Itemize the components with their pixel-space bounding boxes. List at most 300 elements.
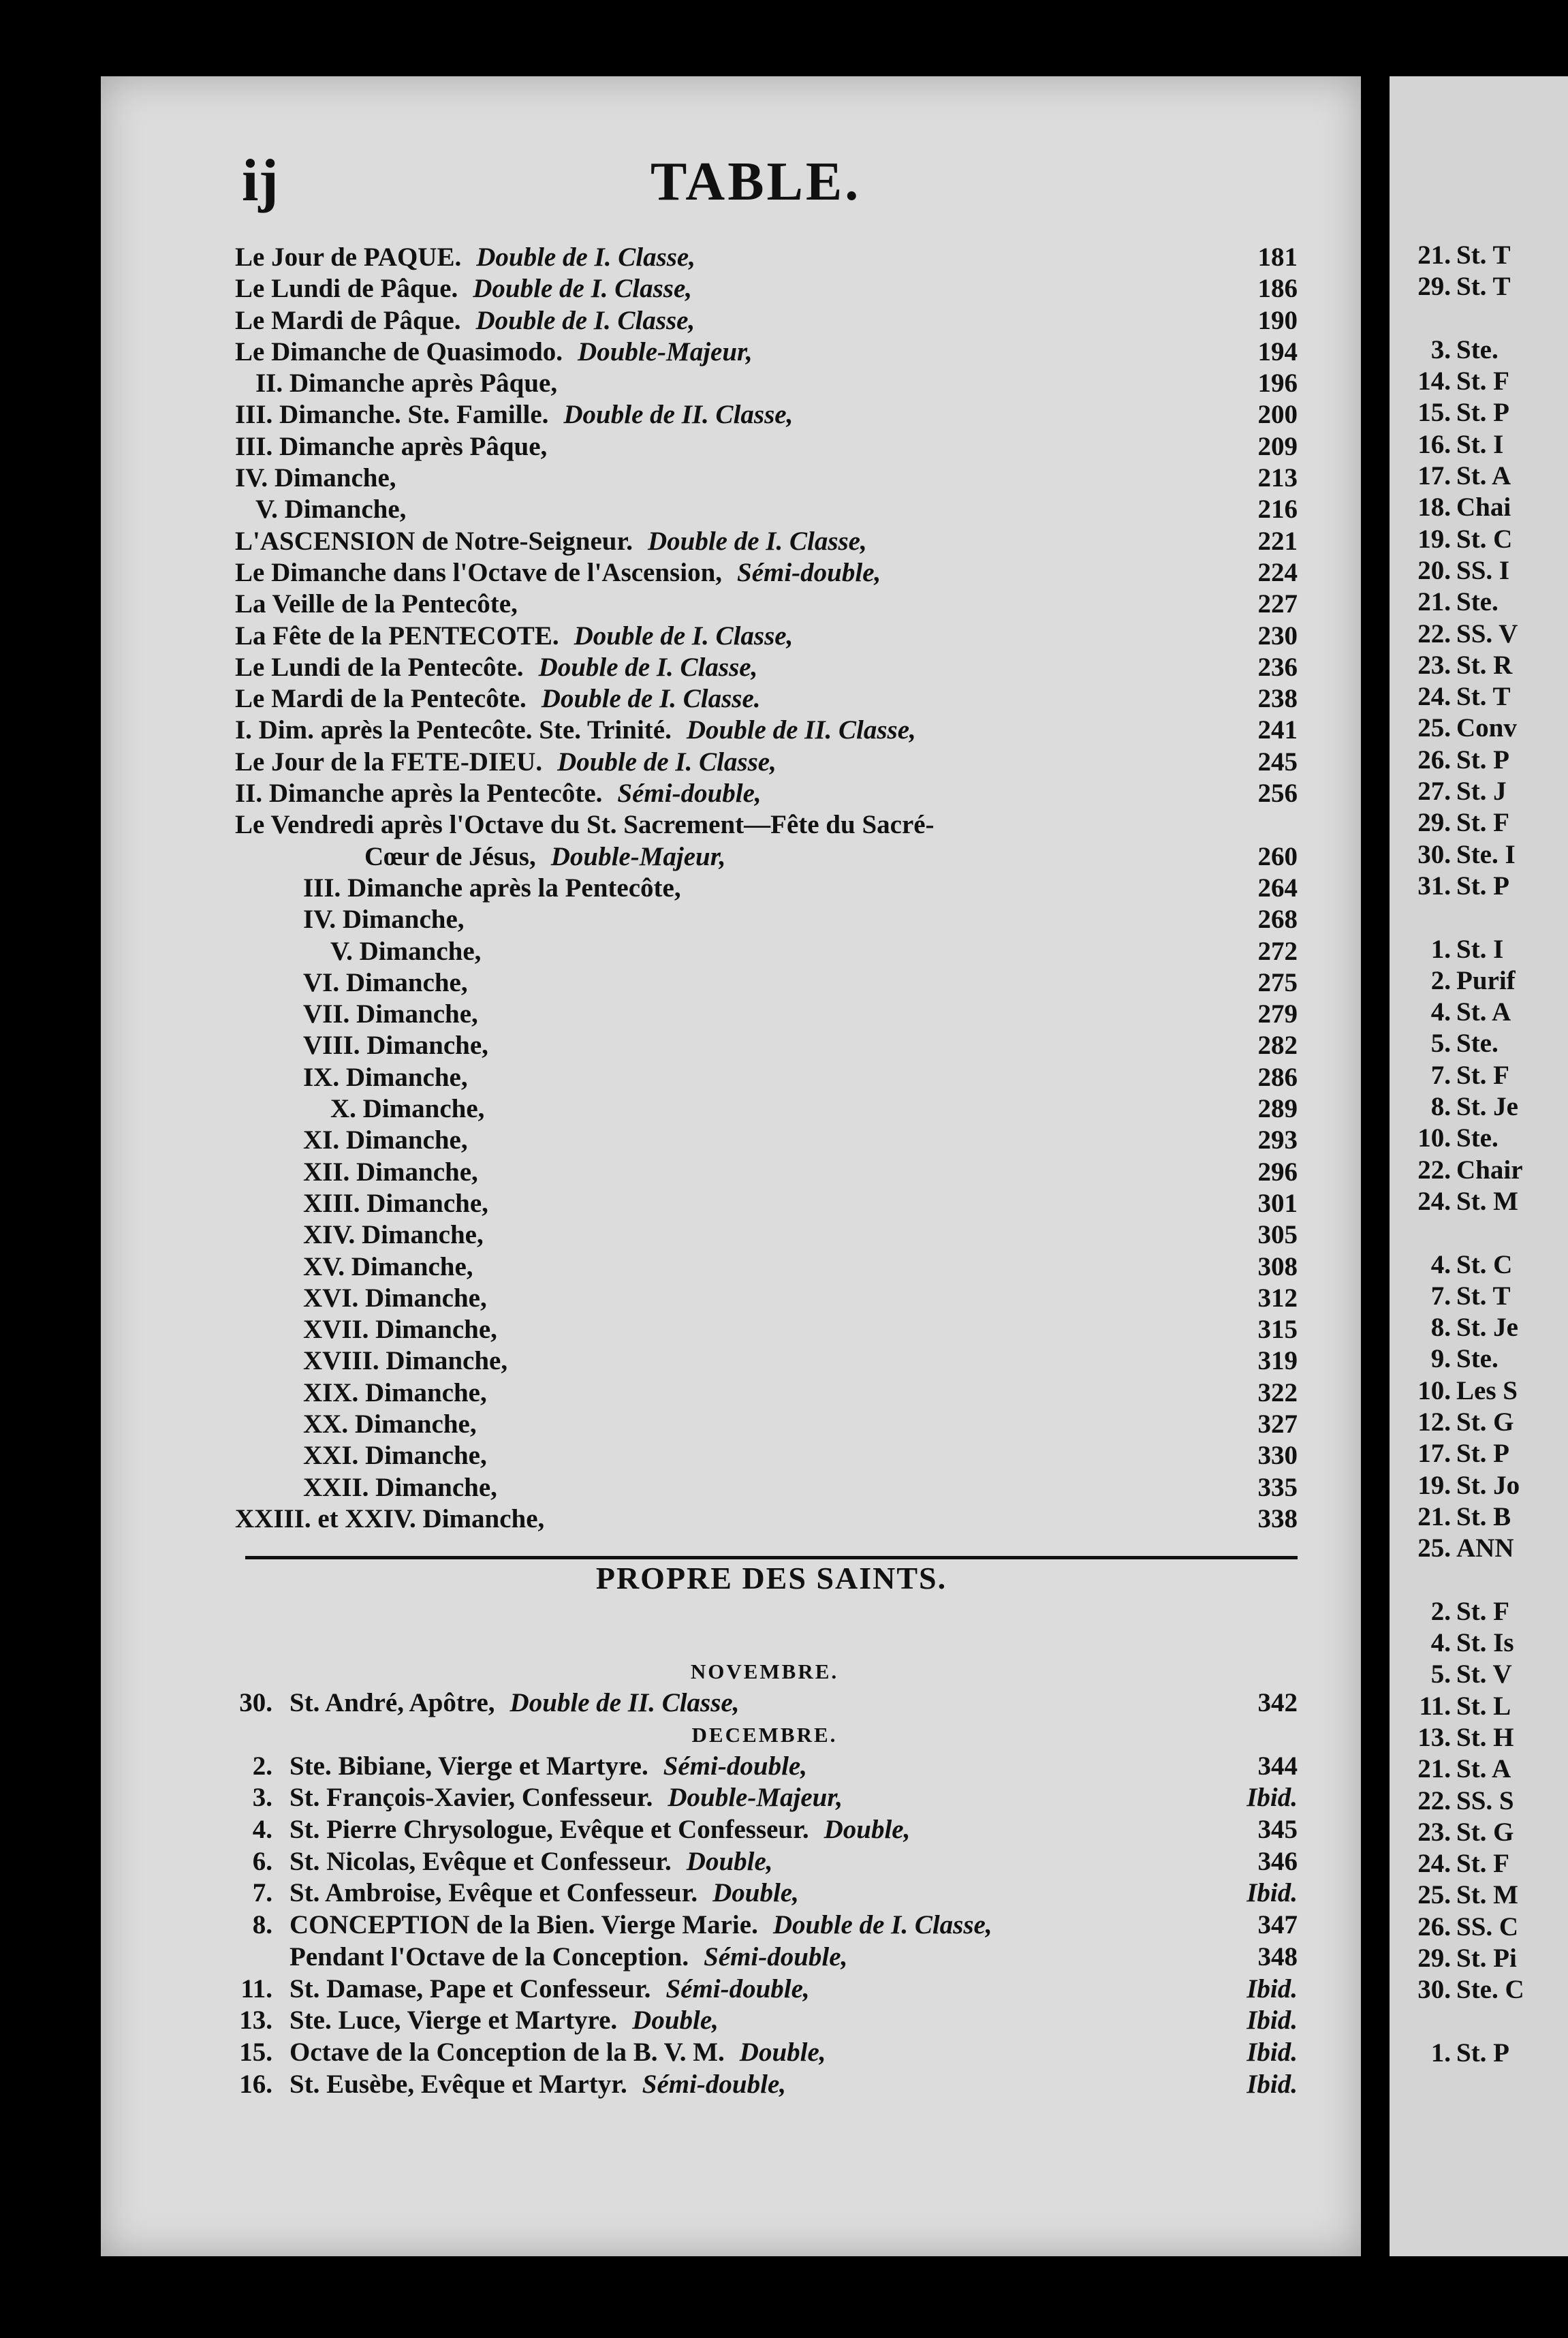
saint-day: 4. (252, 1815, 272, 1845)
right-page-text: St. F (1456, 1060, 1509, 1090)
saint-name: Ste. Bibiane, Vierge et Martyre. (289, 1751, 648, 1781)
right-page-text: St. L (1456, 1691, 1511, 1721)
toc-entry-text (235, 557, 881, 589)
right-page-day: 5. (1430, 1659, 1451, 1689)
right-page-row (1390, 1343, 1568, 1375)
toc-entry-title: XII. Dimanche, (303, 1157, 478, 1187)
right-page-day: 11. (1419, 1691, 1451, 1721)
toc-row (235, 1251, 1298, 1283)
toc-entry-text (235, 589, 518, 620)
toc-entry-rite: Double de I. Classe, (574, 621, 794, 651)
toc-row (235, 305, 1298, 337)
toc-entry-text (303, 999, 478, 1030)
toc-entry-title: IX. Dimanche, (303, 1062, 468, 1092)
right-page-day: 20. (1417, 555, 1451, 585)
toc-entry-text (235, 463, 396, 494)
toc-entry-text (235, 621, 793, 652)
right-page-text: St. A (1456, 997, 1511, 1027)
right-page-text: St. M (1456, 1186, 1518, 1216)
toc-entry-title: I. Dim. après la Pentecôte. Ste. Trinité. (235, 715, 672, 745)
toc-entry-title: II. Dimanche après la Pentecôte. (235, 779, 603, 809)
right-page-day: 9. (1430, 1344, 1451, 1374)
saint-row (232, 1751, 1298, 1783)
right-page-row (1390, 1123, 1568, 1154)
toc-row (235, 936, 1298, 967)
toc-row (235, 368, 1298, 399)
right-page-text: SS. C (1456, 1912, 1519, 1942)
saint-rite: Double, (739, 2037, 826, 2067)
toc-page-number: 296 (1257, 1157, 1298, 1187)
saint-page-number: Ibid. (1246, 1783, 1298, 1813)
month-heading: NOVEMBRE. (690, 1659, 839, 1683)
toc-page-number: 241 (1257, 715, 1298, 745)
toc-entry-text (235, 747, 777, 778)
toc-entry-title: XXI. Dimanche, (303, 1441, 487, 1471)
toc-row (235, 873, 1298, 904)
right-page-text: Conv (1456, 713, 1517, 743)
toc-entry-title: Le Mardi de Pâque. (235, 305, 461, 335)
right-page-text: Chair (1456, 1155, 1523, 1185)
toc-entry-text (235, 273, 692, 305)
toc-row (235, 273, 1298, 305)
right-page-text: Ste. I (1456, 839, 1516, 869)
toc-entry-rite: Double de I. Classe, (647, 526, 867, 556)
toc-page-number: 272 (1257, 936, 1298, 966)
right-page-row (1390, 1880, 1568, 1911)
toc-entry-title: Le Jour de la FETE-DIEU. (235, 747, 543, 777)
saint-entry-text (289, 2005, 719, 2037)
toc-entry-text (303, 1251, 473, 1283)
right-page-text: Chai (1456, 493, 1511, 523)
right-page-text: Les S (1456, 1375, 1518, 1405)
toc-page-number: 224 (1257, 557, 1298, 587)
toc-row (235, 494, 1298, 525)
saint-rite: Double, (712, 1878, 799, 1908)
saint-day: 2. (252, 1751, 272, 1781)
toc-row (235, 715, 1298, 746)
right-page-day: 3. (1430, 334, 1451, 364)
right-page-day: 1. (1430, 934, 1451, 964)
right-page-day: 18. (1417, 493, 1451, 523)
saint-page-number: 345 (1257, 1815, 1298, 1845)
right-page-row (1390, 1186, 1568, 1217)
toc-page-number: 194 (1257, 337, 1298, 367)
toc-page-number: 230 (1257, 621, 1298, 651)
toc-entry-text (303, 1157, 478, 1188)
toc-entry-title: VII. Dimanche, (303, 999, 478, 1029)
right-page-text: St. I (1456, 429, 1504, 459)
toc-entry-title: XIX. Dimanche, (303, 1377, 487, 1407)
toc-page-number: 238 (1257, 684, 1298, 714)
right-page-day: 29. (1417, 1944, 1451, 1974)
toc-entry-text (235, 399, 793, 431)
toc-entry-text (235, 1503, 544, 1535)
toc-entry-title: V. Dimanche, (255, 495, 407, 525)
toc-entry-rite: Sémi-double, (617, 779, 762, 809)
toc-row (235, 1409, 1298, 1440)
right-page-row (1390, 397, 1568, 428)
right-page-text: St. F (1456, 808, 1509, 838)
right-page-text: ANN (1456, 1533, 1514, 1563)
saint-rite: Double-Majeur, (668, 1783, 843, 1813)
right-page-row (1390, 1943, 1568, 1974)
right-page-text: St. G (1456, 1817, 1514, 1847)
right-page-text: St. P (1456, 745, 1509, 775)
toc-entry-text (235, 778, 762, 809)
right-page-day: 21. (1417, 1501, 1451, 1531)
toc-entry-title: La Veille de la Pentecôte, (235, 589, 518, 619)
right-page-row (1390, 303, 1568, 334)
right-page-row (1390, 1091, 1568, 1123)
right-page-row (1390, 1438, 1568, 1469)
toc-entry-text (235, 431, 547, 463)
saint-page-number: 346 (1257, 1846, 1298, 1876)
right-page-row (1390, 681, 1568, 713)
right-page-row (1390, 1754, 1568, 1785)
toc-row (235, 778, 1298, 809)
toc-entry-rite: Sémi-double, (737, 557, 881, 587)
saint-day: 16. (239, 2069, 272, 2099)
toc-page-number: 312 (1257, 1283, 1298, 1313)
right-page-day: 23. (1417, 650, 1451, 680)
toc-entry-text (303, 1125, 468, 1156)
saint-name: Pendant l'Octave de la Conception. (289, 1942, 689, 1971)
right-page-text: St. P (1456, 398, 1509, 428)
right-page-text: St. P (1456, 1439, 1509, 1469)
saint-page-number: Ibid. (1246, 1974, 1298, 2004)
toc-page-number: 279 (1257, 999, 1298, 1029)
toc-page-number: 286 (1257, 1062, 1298, 1092)
month-heading: DECEMBRE. (691, 1722, 838, 1747)
saint-day: 8. (252, 1910, 272, 1940)
right-page-row (1390, 1155, 1568, 1186)
right-page-row (1390, 1375, 1568, 1407)
right-page-day: 22. (1417, 619, 1451, 649)
toc-row (235, 1030, 1298, 1061)
toc-entry-text (303, 1345, 507, 1377)
toc-entry-title: XVI. Dimanche, (303, 1283, 487, 1313)
right-page-row (1390, 807, 1568, 839)
right-page-day: 12. (1417, 1407, 1451, 1437)
toc-row (235, 589, 1298, 620)
saint-entry-text (289, 1974, 810, 2006)
saint-name: St. Ambroise, Evêque et Confesseur. (289, 1878, 698, 1908)
right-page-day: 29. (1417, 272, 1451, 302)
right-page-row (1390, 429, 1568, 461)
saint-row (232, 1910, 1298, 1942)
toc-row (235, 1440, 1298, 1471)
toc-entry-title: La Fête de la PENTECOTE. (235, 621, 559, 651)
toc-entry-text (303, 904, 465, 935)
right-page-row (1390, 1596, 1568, 1627)
right-page-text: St. R (1456, 650, 1513, 680)
toc-row (235, 841, 1298, 873)
right-page-text: St. Jo (1456, 1470, 1520, 1500)
toc-row (235, 1219, 1298, 1251)
saint-entry-text (289, 1687, 739, 1719)
saint-entry-text (289, 2069, 786, 2101)
toc-page-number: 315 (1257, 1315, 1298, 1345)
toc-entry-title: XX. Dimanche, (303, 1409, 477, 1439)
right-page-text: St. P (1456, 871, 1509, 901)
right-page-day: 24. (1417, 1849, 1451, 1879)
right-page-row (1390, 1817, 1568, 1848)
toc-page-number: 322 (1257, 1377, 1298, 1407)
toc-entry-text (303, 967, 468, 999)
toc-entry-rite: Double de I. Classe. (541, 684, 761, 714)
saint-page-number: Ibid. (1246, 1878, 1298, 1908)
saint-page-number: 344 (1257, 1751, 1298, 1781)
right-page-text: St. B (1456, 1501, 1511, 1531)
toc-entry-text (235, 683, 761, 715)
right-page-day: 15. (1417, 398, 1451, 428)
toc-entry-text (303, 1440, 487, 1471)
toc-entry-text (303, 1409, 477, 1440)
toc-row (235, 1503, 1298, 1535)
right-page-day: 13. (1417, 1722, 1451, 1752)
toc-row (235, 967, 1298, 999)
toc-entry-text (303, 1188, 488, 1219)
saint-entry-text (289, 1814, 910, 1846)
toc-entry-rite: Double de II. Classe, (686, 715, 916, 745)
right-page-row (1390, 1659, 1568, 1690)
right-page-row (1390, 871, 1568, 902)
toc-row (235, 904, 1298, 935)
saint-row (232, 1877, 1298, 1910)
saint-day: 6. (252, 1846, 272, 1876)
right-page-day: 24. (1417, 682, 1451, 712)
right-page-row (1390, 1722, 1568, 1754)
toc-page-number: 216 (1257, 495, 1298, 525)
toc-entry-rite: Double de I. Classe, (476, 243, 695, 272)
right-page-day: 30. (1417, 1975, 1451, 2005)
toc-entry-text (364, 841, 726, 873)
toc-page-number: 293 (1257, 1125, 1298, 1155)
toc-entry-text (303, 1062, 468, 1093)
toc-row (235, 1345, 1298, 1377)
toc-page-number: 327 (1257, 1409, 1298, 1439)
saint-page-number: 347 (1257, 1910, 1298, 1940)
right-page-row (1390, 1691, 1568, 1722)
right-page-text: St. T (1456, 1281, 1511, 1311)
toc-page-number: 209 (1257, 431, 1298, 461)
toc-entry-text (330, 936, 481, 967)
right-page-day: 21. (1417, 240, 1451, 270)
right-page-day: 22. (1417, 1155, 1451, 1185)
right-page-text: St. C (1456, 524, 1513, 554)
right-page-day: 25. (1417, 713, 1451, 743)
section-divider (245, 1556, 1298, 1559)
toc-page-number: 221 (1257, 526, 1298, 556)
saint-row (232, 1814, 1298, 1846)
saint-name: St. Pierre Chrysologue, Evêque et Confesseur. (289, 1815, 809, 1845)
right-page-text: SS. S (1456, 1786, 1514, 1815)
saint-rite: Double de I. Classe, (772, 1910, 992, 1940)
saint-name: St. André, Apôtre, (289, 1688, 495, 1717)
toc-entry-title: XXII. Dimanche, (303, 1472, 497, 1502)
right-page-row (1390, 1912, 1568, 1943)
toc-page-number: 190 (1257, 305, 1298, 335)
right-page-day: 17. (1417, 461, 1451, 491)
toc-row (235, 557, 1298, 589)
toc-page-number: 319 (1257, 1346, 1298, 1376)
right-page-row (1390, 839, 1568, 871)
right-page-row (1390, 1060, 1568, 1091)
toc-entry-text (235, 652, 757, 683)
toc-entry-title: L'ASCENSION de Notre-Seigneur. (235, 526, 633, 556)
right-page-row (1390, 997, 1568, 1028)
right-page-row (1390, 1974, 1568, 2006)
toc-page-number: 256 (1257, 779, 1298, 809)
right-page-text: St. I (1456, 934, 1504, 964)
saint-rite: Sémi-double, (704, 1942, 848, 1971)
toc-page-number: 301 (1257, 1188, 1298, 1218)
saint-row (232, 2005, 1298, 2037)
right-page-text: St. F (1456, 367, 1509, 396)
toc-page-number: 196 (1257, 369, 1298, 399)
toc-page-number: 200 (1257, 400, 1298, 430)
saint-name: Octave de la Conception de la B. V. M. (289, 2037, 725, 2067)
right-page-text: St. A (1456, 1754, 1511, 1784)
toc-page-number: 260 (1257, 841, 1298, 871)
toc-page-number: 181 (1257, 243, 1298, 272)
saint-row (232, 1782, 1298, 1814)
toc-entry-title: Le Jour de PAQUE. (235, 243, 462, 272)
toc-entry-text (303, 1377, 487, 1409)
right-page-day: 8. (1430, 1313, 1451, 1343)
right-page-row (1390, 1312, 1568, 1343)
saint-day: 11. (240, 1974, 272, 2004)
right-page-text: St. C (1456, 1249, 1513, 1279)
right-page-row (1390, 1786, 1568, 1817)
saint-day: 13. (239, 2006, 272, 2036)
saint-entry-text (289, 1782, 843, 1814)
right-page-day: 21. (1417, 587, 1451, 617)
toc-row (235, 1093, 1298, 1125)
saint-entry-text (289, 1846, 773, 1878)
toc-row (235, 999, 1298, 1030)
right-page-day: 19. (1417, 524, 1451, 554)
toc-entry-text (303, 1283, 487, 1314)
toc-row (235, 1157, 1298, 1188)
right-page-day: 4. (1430, 1628, 1451, 1658)
toc-entry-text (255, 494, 406, 525)
saint-page-number: Ibid. (1246, 2069, 1298, 2099)
right-page (1390, 76, 1568, 2256)
toc-entry-text (303, 1030, 488, 1061)
right-page-text: St. T (1456, 240, 1511, 270)
saint-name: Ste. Luce, Vierge et Martyre. (289, 2006, 618, 2036)
toc-entry-title: IV. Dimanche, (235, 463, 396, 493)
right-page-row (1390, 1501, 1568, 1533)
right-page-row (1390, 334, 1568, 366)
toc-page-number: 335 (1257, 1472, 1298, 1502)
toc-entry-text (303, 873, 681, 904)
saint-row (232, 1687, 1298, 1719)
right-page-text: St. F (1456, 1596, 1509, 1626)
right-page-text: Ste. (1456, 1123, 1499, 1153)
toc-entry-text (235, 337, 753, 368)
toc-page-number: 236 (1257, 652, 1298, 682)
toc-entry-title: X. Dimanche, (330, 1094, 485, 1124)
right-page-text: St. Je (1456, 1092, 1518, 1122)
saint-day: 3. (252, 1783, 272, 1813)
right-page-day: 17. (1417, 1439, 1451, 1469)
toc-entry-title: XXIII. et XXIV. Dimanche, (235, 1503, 545, 1533)
toc-row (235, 463, 1298, 494)
right-page-day: 30. (1417, 839, 1451, 869)
toc-entry-title: VIII. Dimanche, (303, 1031, 488, 1061)
right-page-text: St. G (1456, 1407, 1514, 1437)
toc-entry-text (330, 1093, 484, 1125)
right-page-day: 26. (1417, 745, 1451, 775)
right-page-text: Ste. (1456, 587, 1499, 617)
right-page-row (1390, 650, 1568, 681)
right-page-text: St. J (1456, 777, 1507, 807)
right-page-day: 8. (1430, 1092, 1451, 1122)
right-page-day: 26. (1417, 1912, 1451, 1942)
saint-name: CONCEPTION de la Bien. Vierge Marie. (289, 1910, 758, 1940)
toc-entry-title: IV. Dimanche, (303, 905, 465, 935)
saint-page-number: 342 (1257, 1688, 1298, 1717)
toc-entry-text (303, 1314, 497, 1345)
toc-page-number: 268 (1257, 905, 1298, 935)
toc-row (235, 1472, 1298, 1503)
toc-entry-title: VI. Dimanche, (303, 967, 468, 997)
toc-entry-rite: Double-Majeur, (578, 337, 753, 367)
right-page-row (1390, 745, 1568, 776)
toc-row (235, 809, 1298, 841)
right-page-row (1390, 587, 1568, 618)
toc-entry-rite: Double de I. Classe, (557, 747, 777, 777)
saint-row (232, 1942, 1298, 1974)
saint-row (232, 2037, 1298, 2069)
saint-name: St. Damase, Pape et Confesseur. (289, 1974, 651, 2004)
right-page-day: 2. (1430, 1596, 1451, 1626)
saint-name: St. Eusèbe, Evêque et Martyr. (289, 2069, 627, 2099)
toc-entry-text (303, 1472, 497, 1503)
saint-page-number: 348 (1257, 1942, 1298, 1971)
saint-rite: Sémi-double, (665, 1974, 810, 2004)
right-page-text: Ste. C (1456, 1975, 1524, 2005)
toc-row (235, 1314, 1298, 1345)
toc-row (235, 1188, 1298, 1219)
right-page-text: St. F (1456, 1849, 1509, 1879)
right-page-day: 10. (1417, 1375, 1451, 1405)
toc-entry-text (235, 242, 695, 273)
right-page-text: St. Is (1456, 1628, 1514, 1658)
right-page-day: 29. (1417, 808, 1451, 838)
toc-entry-title: Cœur de Jésus, (364, 841, 536, 871)
toc-entry-rite: Double de I. Classe, (473, 274, 693, 304)
saint-entry-text (289, 1751, 807, 1783)
toc-entry-title: III. Dimanche après la Pentecôte, (303, 873, 681, 903)
toc-entry-title: Le Lundi de Pâque. (235, 274, 458, 304)
right-page-day: 23. (1417, 1817, 1451, 1847)
saint-day: 30. (239, 1688, 272, 1717)
saint-row (232, 2069, 1298, 2101)
toc-row (235, 337, 1298, 368)
toc-page-number: 330 (1257, 1441, 1298, 1471)
right-page-row (1390, 461, 1568, 492)
saint-rite: Double, (686, 1846, 773, 1876)
right-page-row (1390, 240, 1568, 271)
right-page-day: 27. (1417, 777, 1451, 807)
toc-entry-rite: Double de I. Classe, (538, 652, 758, 682)
right-page-text: St. T (1456, 272, 1511, 302)
saint-page-number: Ibid. (1246, 2006, 1298, 2036)
right-page-day: 7. (1430, 1281, 1451, 1311)
